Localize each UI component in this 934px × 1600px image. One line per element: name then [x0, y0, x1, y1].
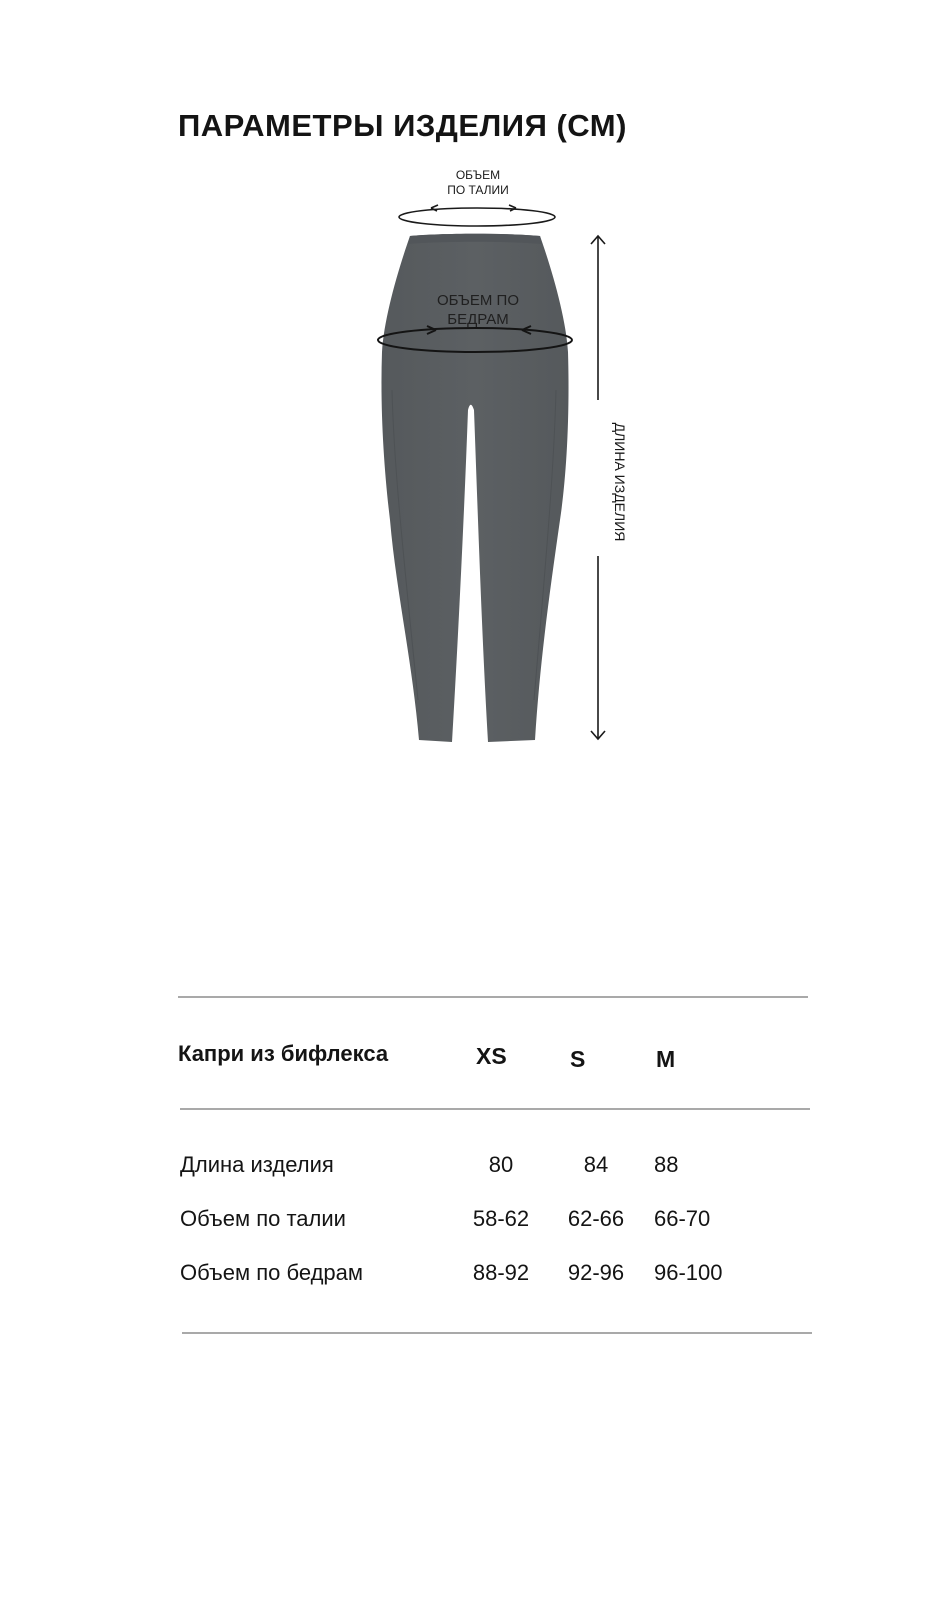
cell-hips-s: 92-96 [567, 1260, 625, 1285]
cell-waist-xs: 58-62 [472, 1206, 530, 1231]
cell-length-s: 84 [583, 1152, 609, 1177]
cell-waist-m: 66-70 [654, 1206, 711, 1231]
page-title: ПАРАМЕТРЫ ИЗДЕЛИЯ (СМ) [178, 108, 627, 143]
cell-waist-s: 62-66 [567, 1206, 625, 1231]
cell-hips-m: 96-100 [654, 1260, 723, 1285]
length-arrow-icon [591, 236, 605, 739]
waist-label [428, 168, 528, 198]
waist-label-line: ОБЪЕМ [455, 168, 501, 182]
waist-label-line: ПО ТАЛИИ [447, 183, 509, 197]
cell-length-m: 88 [654, 1152, 679, 1177]
size-header-m: M [656, 1046, 676, 1072]
row-label-length: Длина изделия [180, 1152, 334, 1177]
table-divider-bottom [182, 1332, 812, 1334]
length-label: ДЛИНА ИЗДЕЛИЯ [612, 422, 628, 542]
waist-measure-icon [399, 205, 555, 226]
row-label-hips: Объем по бедрам [180, 1260, 364, 1285]
hip-label [413, 291, 543, 329]
row-label-waist: Объем по талии [180, 1206, 346, 1231]
hip-label-line: ОБЪЕМ ПО [436, 292, 519, 309]
size-header-xs: XS [476, 1043, 507, 1069]
size-header-s: S [570, 1046, 586, 1072]
table-divider-header [180, 1108, 810, 1110]
cell-hips-xs: 88-92 [472, 1260, 530, 1285]
table-divider-top [178, 996, 808, 998]
cell-length-xs: 80 [488, 1152, 514, 1177]
hip-label-line: БЕДРАМ [447, 311, 509, 328]
product-name: Капри из бифлекса [178, 1041, 389, 1066]
